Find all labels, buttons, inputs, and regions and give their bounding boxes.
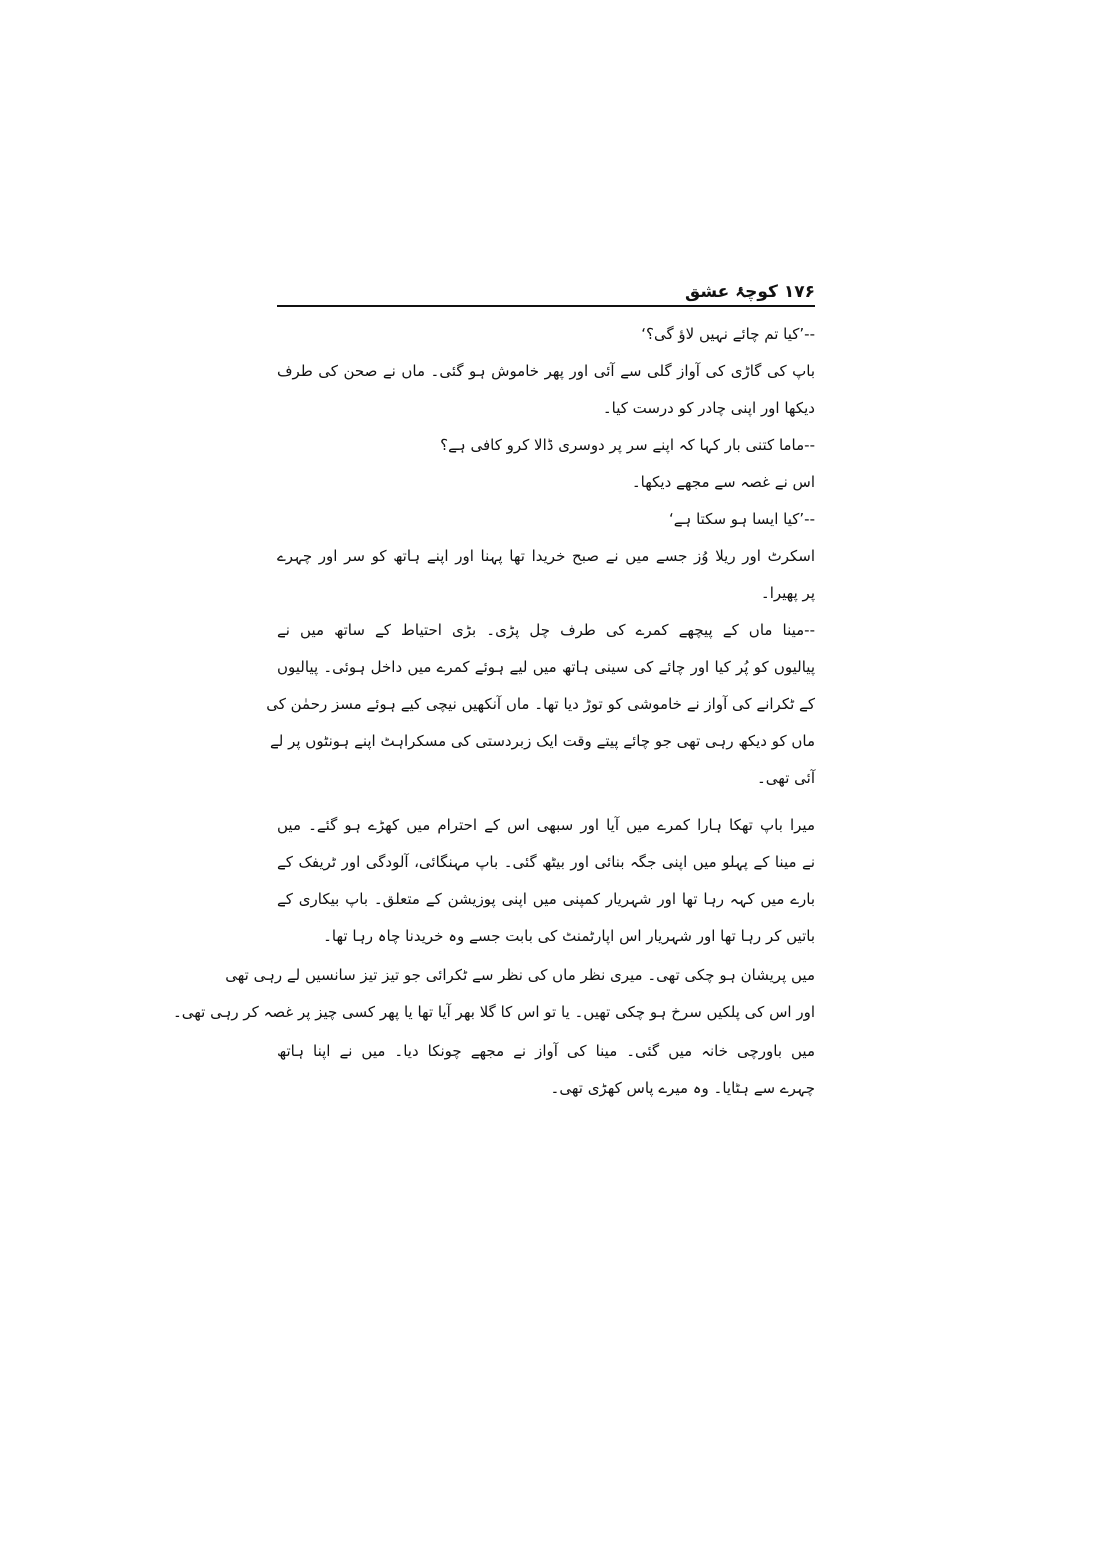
text-line: بارے میں کہہ رہا تھا اور شہریار کمپنی میں اپنی پوزیشن کے متعلق۔ باپ بیکاری کے xyxy=(277,890,815,908)
text-line: اسکرٹ اور ریلا وُز جسے میں نے صبح خریدا تھا پہنا اور اپنے ہاتھ کو سر اور چہرے xyxy=(277,547,815,565)
text-line: چہرے سے ہٹایا۔ وہ میرے پاس کھڑی تھی۔ xyxy=(550,1079,815,1097)
text-line: نے مینا کے پہلو میں اپنی جگہ بنائی اور بیٹھ گئی۔ باپ مہنگائی، آلودگی اور ٹریفک کے xyxy=(277,853,815,871)
text-line: --مینا ماں کے پیچھے کمرے کی طرف چل پڑی۔ بڑی احتیاط کے ساتھ میں نے xyxy=(277,621,815,639)
text-line: --’کیا تم چائے نہیں لاؤ گی؟‘ xyxy=(641,325,815,343)
text-line: پیالیوں کو پُر کیا اور چائے کی سینی ہاتھ میں لیے ہوئے کمرے میں داخل ہوئی۔ پیالیوں xyxy=(277,658,815,676)
text-line: میرا باپ تھکا ہارا کمرے میں آیا اور سبھی اس کے احترام میں کھڑے ہو گئے۔ میں xyxy=(277,816,815,834)
text-line: میں پریشان ہو چکی تھی۔ میری نظر ماں کی نظر سے ٹکرائی جو تیز تیز سانسیں لے رہی تھی xyxy=(225,966,815,984)
text-line: اس نے غصہ سے مجھے دیکھا۔ xyxy=(631,473,815,491)
text-line: ماں کو دیکھ رہی تھی جو چائے پیتے وقت ایک زبردستی کی مسکراہٹ اپنے ہونٹوں پر لے xyxy=(269,732,815,750)
text-line: باتیں کر رہا تھا اور شہریار اس اپارٹمنٹ کی بابت جسے وہ خریدنا چاہ رہا تھا۔ xyxy=(323,927,815,945)
text-line: --ماما کتنی بار کہا کہ اپنے سر پر دوسری ڈالا کرو کافی ہے؟ xyxy=(440,436,815,454)
page-header: ۱۷۶ کوچۂ عشق xyxy=(685,282,815,302)
text-line: دیکھا اور اپنی چادر کو درست کیا۔ xyxy=(602,399,815,417)
text-line: آئی تھی۔ xyxy=(757,769,815,787)
header-rule xyxy=(277,305,815,307)
text-line: اور اس کی پلکیں سرخ ہو چکی تھیں۔ یا تو اس کا گلا بھر آیا تھا یا پھر کسی چیز پر غصہ کر رہی تھی۔ xyxy=(172,1003,815,1021)
text-line: پر پھیرا۔ xyxy=(760,584,815,602)
text-line: میں باورچی خانہ میں گئی۔ مینا کی آواز نے مجھے چونکا دیا۔ میں نے اپنا ہاتھ xyxy=(277,1042,815,1060)
text-line: کے ٹکرانے کی آواز نے خاموشی کو توڑ دیا تھا۔ ماں آنکھیں نیچی کیے ہوئے مسز رحمٰن کی xyxy=(266,695,815,713)
text-line: باپ کی گاڑی کی آواز گلی سے آئی اور پھر خاموش ہو گئی۔ ماں نے صحن کی طرف xyxy=(277,362,815,380)
text-line: --’کیا ایسا ہو سکتا ہے‘ xyxy=(668,510,815,528)
